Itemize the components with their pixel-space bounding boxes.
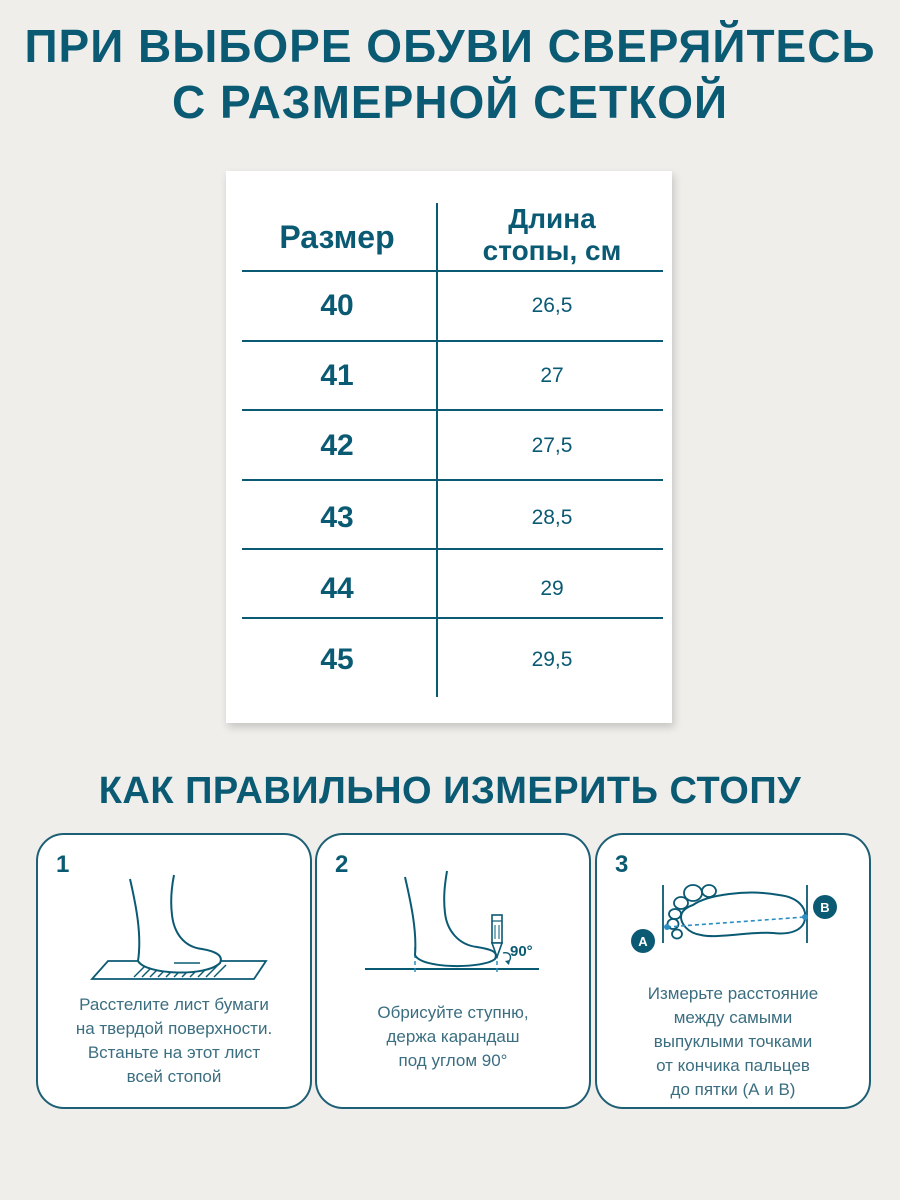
- length-cell: 27: [540, 364, 564, 387]
- step-card-1: [36, 833, 312, 1109]
- step-2-text: [327, 1001, 579, 1073]
- step-text-line: под углом 90°: [398, 1051, 508, 1070]
- row-divider: [242, 548, 663, 550]
- header-size: Размер: [279, 219, 395, 255]
- length-cell: 29,5: [531, 648, 573, 671]
- step-text-line: от кончика пальцев: [656, 1056, 810, 1075]
- size-cell: 41: [320, 359, 354, 392]
- step-1-text: [48, 993, 300, 1089]
- page-title: [0, 18, 900, 130]
- size-cell: 40: [320, 289, 354, 322]
- foot-length-measure-icon: [597, 835, 873, 995]
- angle-label: 90°: [510, 943, 533, 960]
- step-3-text: [607, 982, 859, 1102]
- step-text-line: держа карандаш: [386, 1027, 520, 1046]
- title-line-1: ПРИ ВЫБОРЕ ОБУВИ СВЕРЯЙТЕСЬ: [24, 20, 876, 72]
- length-cell: 27,5: [531, 434, 573, 457]
- size-table-card: [226, 171, 672, 723]
- step-text-line: между самыми: [673, 1008, 793, 1027]
- row-divider: [242, 617, 663, 619]
- header-length-line-1: Длина: [508, 203, 596, 234]
- step-text-line: Встаньте на этот лист: [87, 1043, 261, 1062]
- step-text-line: на твердой поверхности.: [75, 1019, 273, 1038]
- step-number: 2: [335, 851, 349, 878]
- step-text-line: Измерьте расстояние: [647, 984, 819, 1003]
- size-cell: 44: [320, 572, 354, 605]
- point-a-label: A: [638, 934, 648, 949]
- title-line-2: С РАЗМЕРНОЙ СЕТКОЙ: [171, 76, 729, 128]
- size-cell: 45: [320, 643, 354, 676]
- row-divider: [242, 479, 663, 481]
- step-card-3: [595, 833, 871, 1109]
- header-length-line-2: стопы, см: [482, 235, 622, 266]
- step-number: 1: [56, 851, 70, 878]
- step-number: 3: [615, 851, 629, 878]
- step-text-line: всей стопой: [126, 1067, 222, 1086]
- foot-on-paper-icon: [38, 835, 314, 995]
- step-text-line: до пятки (А и В): [670, 1080, 796, 1099]
- length-cell: 28,5: [531, 506, 573, 529]
- point-b-label: B: [820, 900, 830, 915]
- size-cell: 42: [320, 429, 354, 462]
- header-length: [440, 203, 664, 267]
- table-column-divider: [436, 203, 438, 697]
- foot-outline-pencil-icon: [317, 835, 593, 995]
- length-cell: 29: [540, 577, 564, 600]
- step-card-2: [315, 833, 591, 1109]
- length-cell: 26,5: [531, 294, 573, 317]
- size-cell: 43: [320, 501, 354, 534]
- step-text-line: Обрисуйте ступню,: [377, 1003, 529, 1022]
- step-text-line: выпуклыми точками: [653, 1032, 813, 1051]
- section-title: КАК ПРАВИЛЬНО ИЗМЕРИТЬ СТОПУ: [98, 770, 802, 812]
- step-text-line: Расстелите лист бумаги: [79, 995, 269, 1014]
